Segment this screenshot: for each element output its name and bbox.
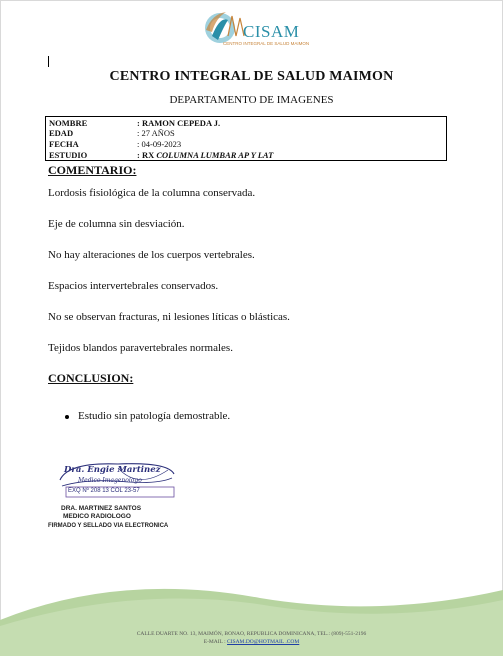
comment-heading: COMENTARIO:	[48, 163, 137, 177]
bullet-icon	[65, 415, 69, 419]
logo-subtitle: CENTRO INTEGRAL DE SALUD MAIMON	[223, 41, 310, 46]
page-title: CENTRO INTEGRAL DE SALUD MAIMON	[109, 69, 394, 84]
finding-item: No se observan fracturas, ni lesiones líticas o blásticas.	[48, 311, 290, 323]
text-cursor	[48, 56, 49, 67]
study-prefix: : RX	[137, 150, 157, 160]
department-title: DEPARTAMENTO DE IMAGENES	[169, 94, 334, 106]
signer-name: DRA. MARTINEZ SANTOS	[61, 505, 142, 512]
stamp-role: Medico Imagenologo	[78, 477, 142, 484]
signer-role: MEDICO RADIOLOGO	[63, 513, 131, 520]
study-value	[137, 150, 273, 161]
age-value: : 27 AÑOS	[137, 128, 175, 138]
date-value: : 04-09-2023	[137, 139, 182, 149]
patient-info-box	[45, 116, 447, 161]
date-label: FECHA	[49, 139, 79, 149]
finding-item: Tejidos blandos paravertebrales normales.	[48, 342, 233, 354]
name-label: NOMBRE	[49, 118, 88, 128]
footer-address: CALLE DUARTE NO. 13, MAIMÓN, BONAO, REPUBLICA DOMINICANA, TEL.: (809)-551-2196	[136, 631, 367, 637]
conclusion-item: Estudio sin patología demostrable.	[78, 410, 231, 422]
finding-item: Lordosis fisiológica de la columna conservada.	[48, 187, 256, 199]
email-label: E-MAIL :	[203, 639, 228, 645]
footer-email	[0, 639, 503, 645]
stamp-name: Dra. Engie Martinez	[64, 465, 161, 475]
study-name: COLUMNA LUMBAR AP Y LAT	[156, 150, 274, 160]
age-label: EDAD	[49, 128, 74, 138]
finding-item: Espacios intervertebrales conservados.	[48, 280, 219, 292]
finding-item: Eje de columna sin desviación.	[48, 218, 185, 230]
finding-item: No hay alteraciones de los cuerpos vertebrales.	[48, 249, 255, 261]
conclusion-heading: CONCLUSION:	[48, 371, 134, 385]
name-value: : RAMON CEPEDA J.	[137, 118, 221, 128]
logo-text: CISAM	[243, 22, 300, 41]
study-label: ESTUDIO	[49, 150, 88, 160]
signer-note: FIRMADO Y SELLADO VIA ELECTRONICA	[48, 523, 169, 529]
email-link[interactable]: CISAM.DO@HOTMAIL .COM	[227, 639, 300, 645]
stamp-license: EXQ Nº 208 13 COL 23-57	[68, 488, 140, 494]
